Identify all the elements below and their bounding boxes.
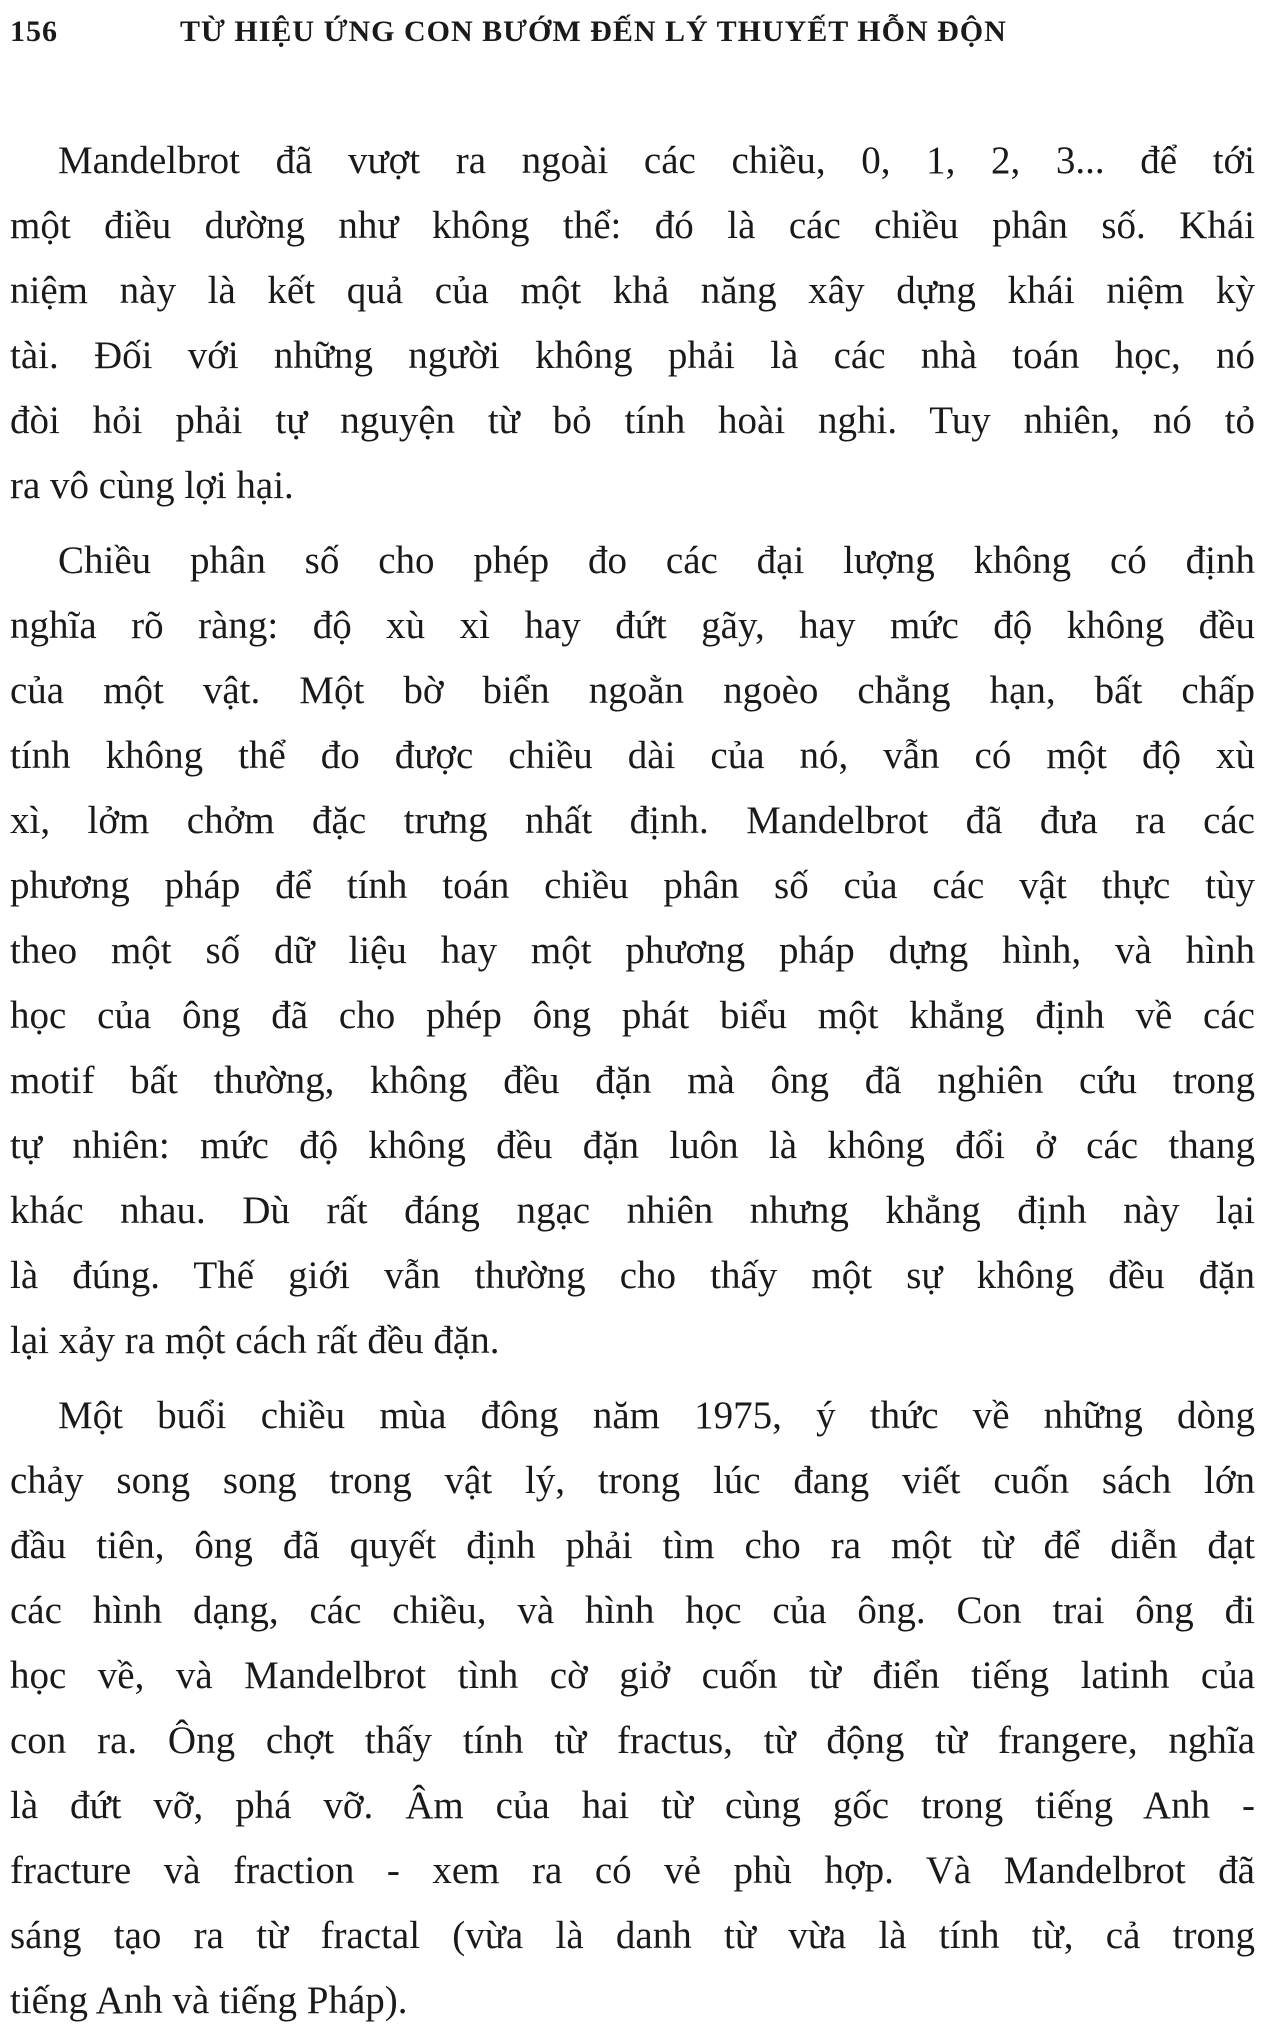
text-line: lại xảy ra một cách rất đều đặn. [10,1319,500,1362]
text-line: khác nhau. Dù rất đáng ngạc nhiên nhưng khẳng định này lại [10,1189,1255,1232]
text-line: ra vô cùng lợi hại. [10,464,294,507]
chapter-title: TỪ HIỆU ỨNG CON BƯỚM ĐẾN LÝ THUYẾT HỖN ĐỘN [180,15,1007,48]
text-line: là đúng. Thế giới vẫn thường cho thấy một sự không đều đặn [10,1254,1255,1297]
text-line: là đứt vỡ, phá vỡ. Âm của hai từ cùng gốc trong tiếng Anh - [10,1784,1255,1827]
text-line: con ra. Ông chợt thấy tính từ fractus, từ động từ frangere, nghĩa [10,1719,1255,1762]
body-text [10,128,1255,2043]
text-line: tự nhiên: mức độ không đều đặn luôn là không đổi ở các thang [10,1124,1255,1167]
text-line: đầu tiên, ông đã quyết định phải tìm cho ra một từ để diễn đạt [10,1524,1255,1567]
text-line: phương pháp để tính toán chiều phân số của các vật thực tùy [10,864,1255,907]
paragraph [10,528,1255,1373]
text-line: tài. Đối với những người không phải là các nhà toán học, nó [10,334,1255,377]
paragraph [10,128,1255,518]
text-line: Chiều phân số cho phép đo các đại lượng không có định [58,539,1255,582]
text-line: sáng tạo ra từ fractal (vừa là danh từ vừa là tính từ, cả trong [10,1914,1255,1957]
text-line: niệm này là kết quả của một khả năng xây dựng khái niệm kỳ [10,269,1255,312]
text-line: các hình dạng, các chiều, và hình học của ông. Con trai ông đi [10,1589,1255,1632]
text-line: một điều dường như không thể: đó là các chiều phân số. Khái [10,204,1255,247]
page-number: 156 [10,15,58,48]
text-line: nghĩa rõ ràng: độ xù xì hay đứt gãy, hay mức độ không đều [10,604,1255,647]
text-line: Một buổi chiều mùa đông năm 1975, ý thức về những dòng [58,1394,1255,1437]
running-head [10,12,1260,52]
text-line: tiếng Anh và tiếng Pháp). [10,1979,408,2022]
paragraph [10,1383,1255,2033]
text-line: học của ông đã cho phép ông phát biểu một khẳng định về các [10,994,1255,1037]
text-line: fracture và fraction - xem ra có vẻ phù hợp. Và Mandelbrot đã [10,1849,1255,1892]
text-line: học về, và Mandelbrot tình cờ giở cuốn từ điển tiếng latinh của [10,1654,1255,1697]
text-line: theo một số dữ liệu hay một phương pháp dựng hình, và hình [10,929,1255,972]
text-line: đòi hỏi phải tự nguyện từ bỏ tính hoài nghi. Tuy nhiên, nó tỏ [10,399,1255,442]
text-line: Mandelbrot đã vượt ra ngoài các chiều, 0, 1, 2, 3... để tới [58,139,1255,182]
text-line: motif bất thường, không đều đặn mà ông đã nghiên cứu trong [10,1059,1255,1102]
text-line: tính không thể đo được chiều dài của nó, vẫn có một độ xù [10,734,1255,777]
text-line: chảy song song trong vật lý, trong lúc đang viết cuốn sách lớn [10,1459,1255,1502]
text-line: của một vật. Một bờ biển ngoằn ngoèo chẳng hạn, bất chấp [10,669,1255,712]
text-line: xì, lởm chởm đặc trưng nhất định. Mandelbrot đã đưa ra các [10,799,1255,842]
